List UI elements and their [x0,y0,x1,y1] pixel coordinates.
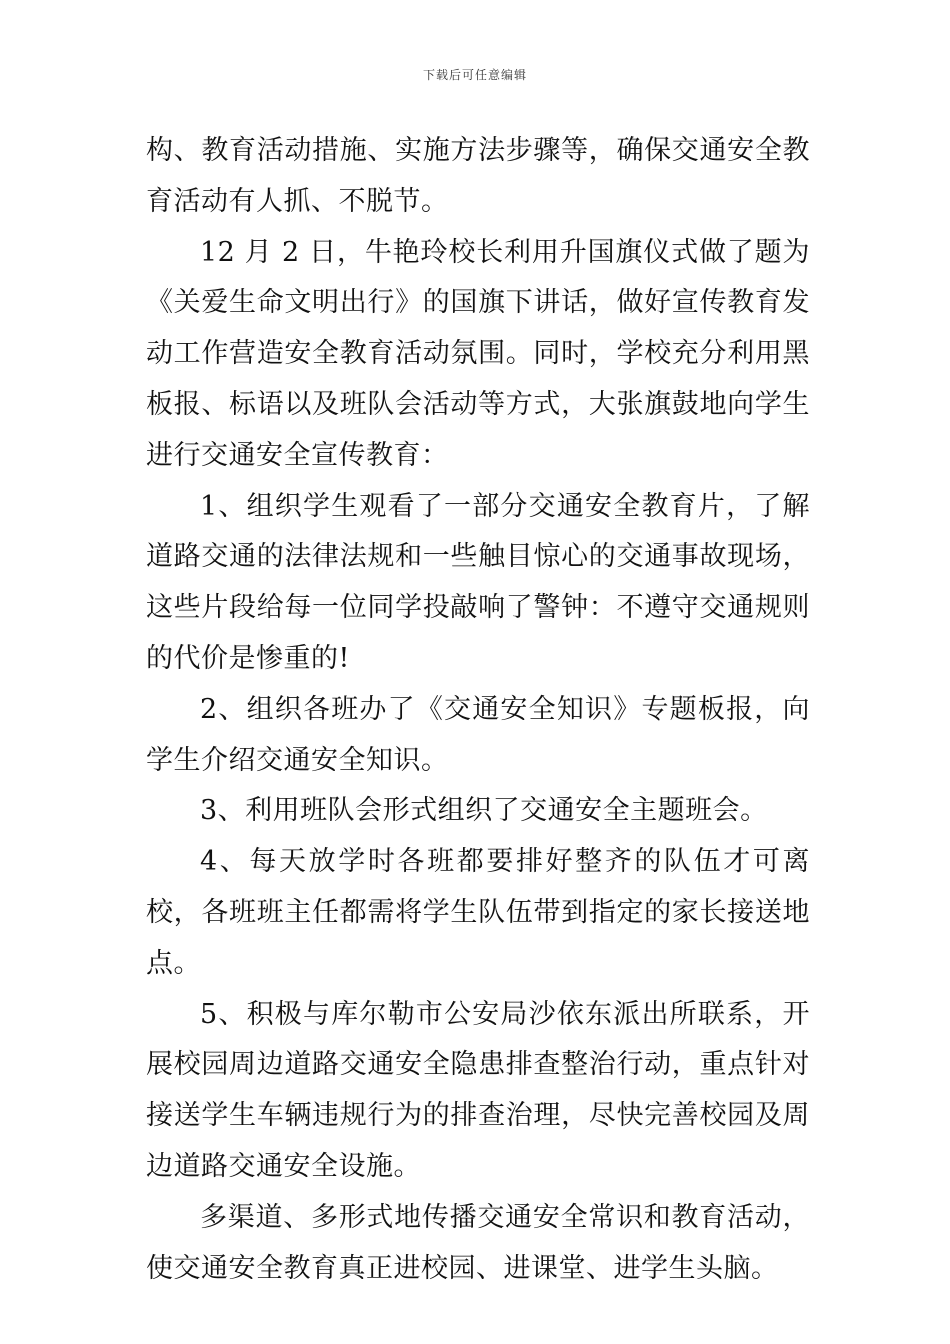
paragraph: 12 月 2 日，牛艳玲校长利用升国旗仪式做了题为《关爱生命文明出行》的国旗下讲话，做好宣传教育发动工作营造安全教育活动氛围。同时，学校充分利用黑板报、标语以及班队会活动等方式，大张旗鼓地向学生进行交通安全宣传教育： [146,236,810,471]
paragraph: 5、积极与库尔勒市公安局沙依东派出所联系，开展校园周边道路交通安全隐患排查整治行动，重点针对接送学生车辆违规行为的排查治理，尽快完善校园及周边道路交通安全设施。 [146,998,810,1182]
paragraph: 4、每天放学时各班都要排好整齐的队伍才可离校，各班班主任都需将学生队伍带到指定的家长接送地点。 [146,846,810,979]
paragraph: 1、组织学生观看了一部分交通安全教育片，了解道路交通的法律法规和一些触目惊心的交通事故现场，这些片段给每一位同学投敲响了警钟：不遵守交通规则的代价是惨重的! [146,490,810,674]
paragraph: 构、教育活动措施、实施方法步骤等，确保交通安全教育活动有人抓、不脱节。 [146,135,810,217]
header-note: 下载后可任意编辑 [422,68,527,82]
paragraph: 多渠道、多形式地传播交通安全常识和教育活动，使交通安全教育真正进校园、进课堂、进学生头脑。 [146,1201,810,1284]
paragraph: 3、利用班队会形式组织了交通安全主题班会。 [200,795,768,827]
document-body [146,126,810,1294]
paragraph: 2、组织各班办了《交通安全知识》专题板报，向学生介绍交通安全知识。 [146,693,810,776]
